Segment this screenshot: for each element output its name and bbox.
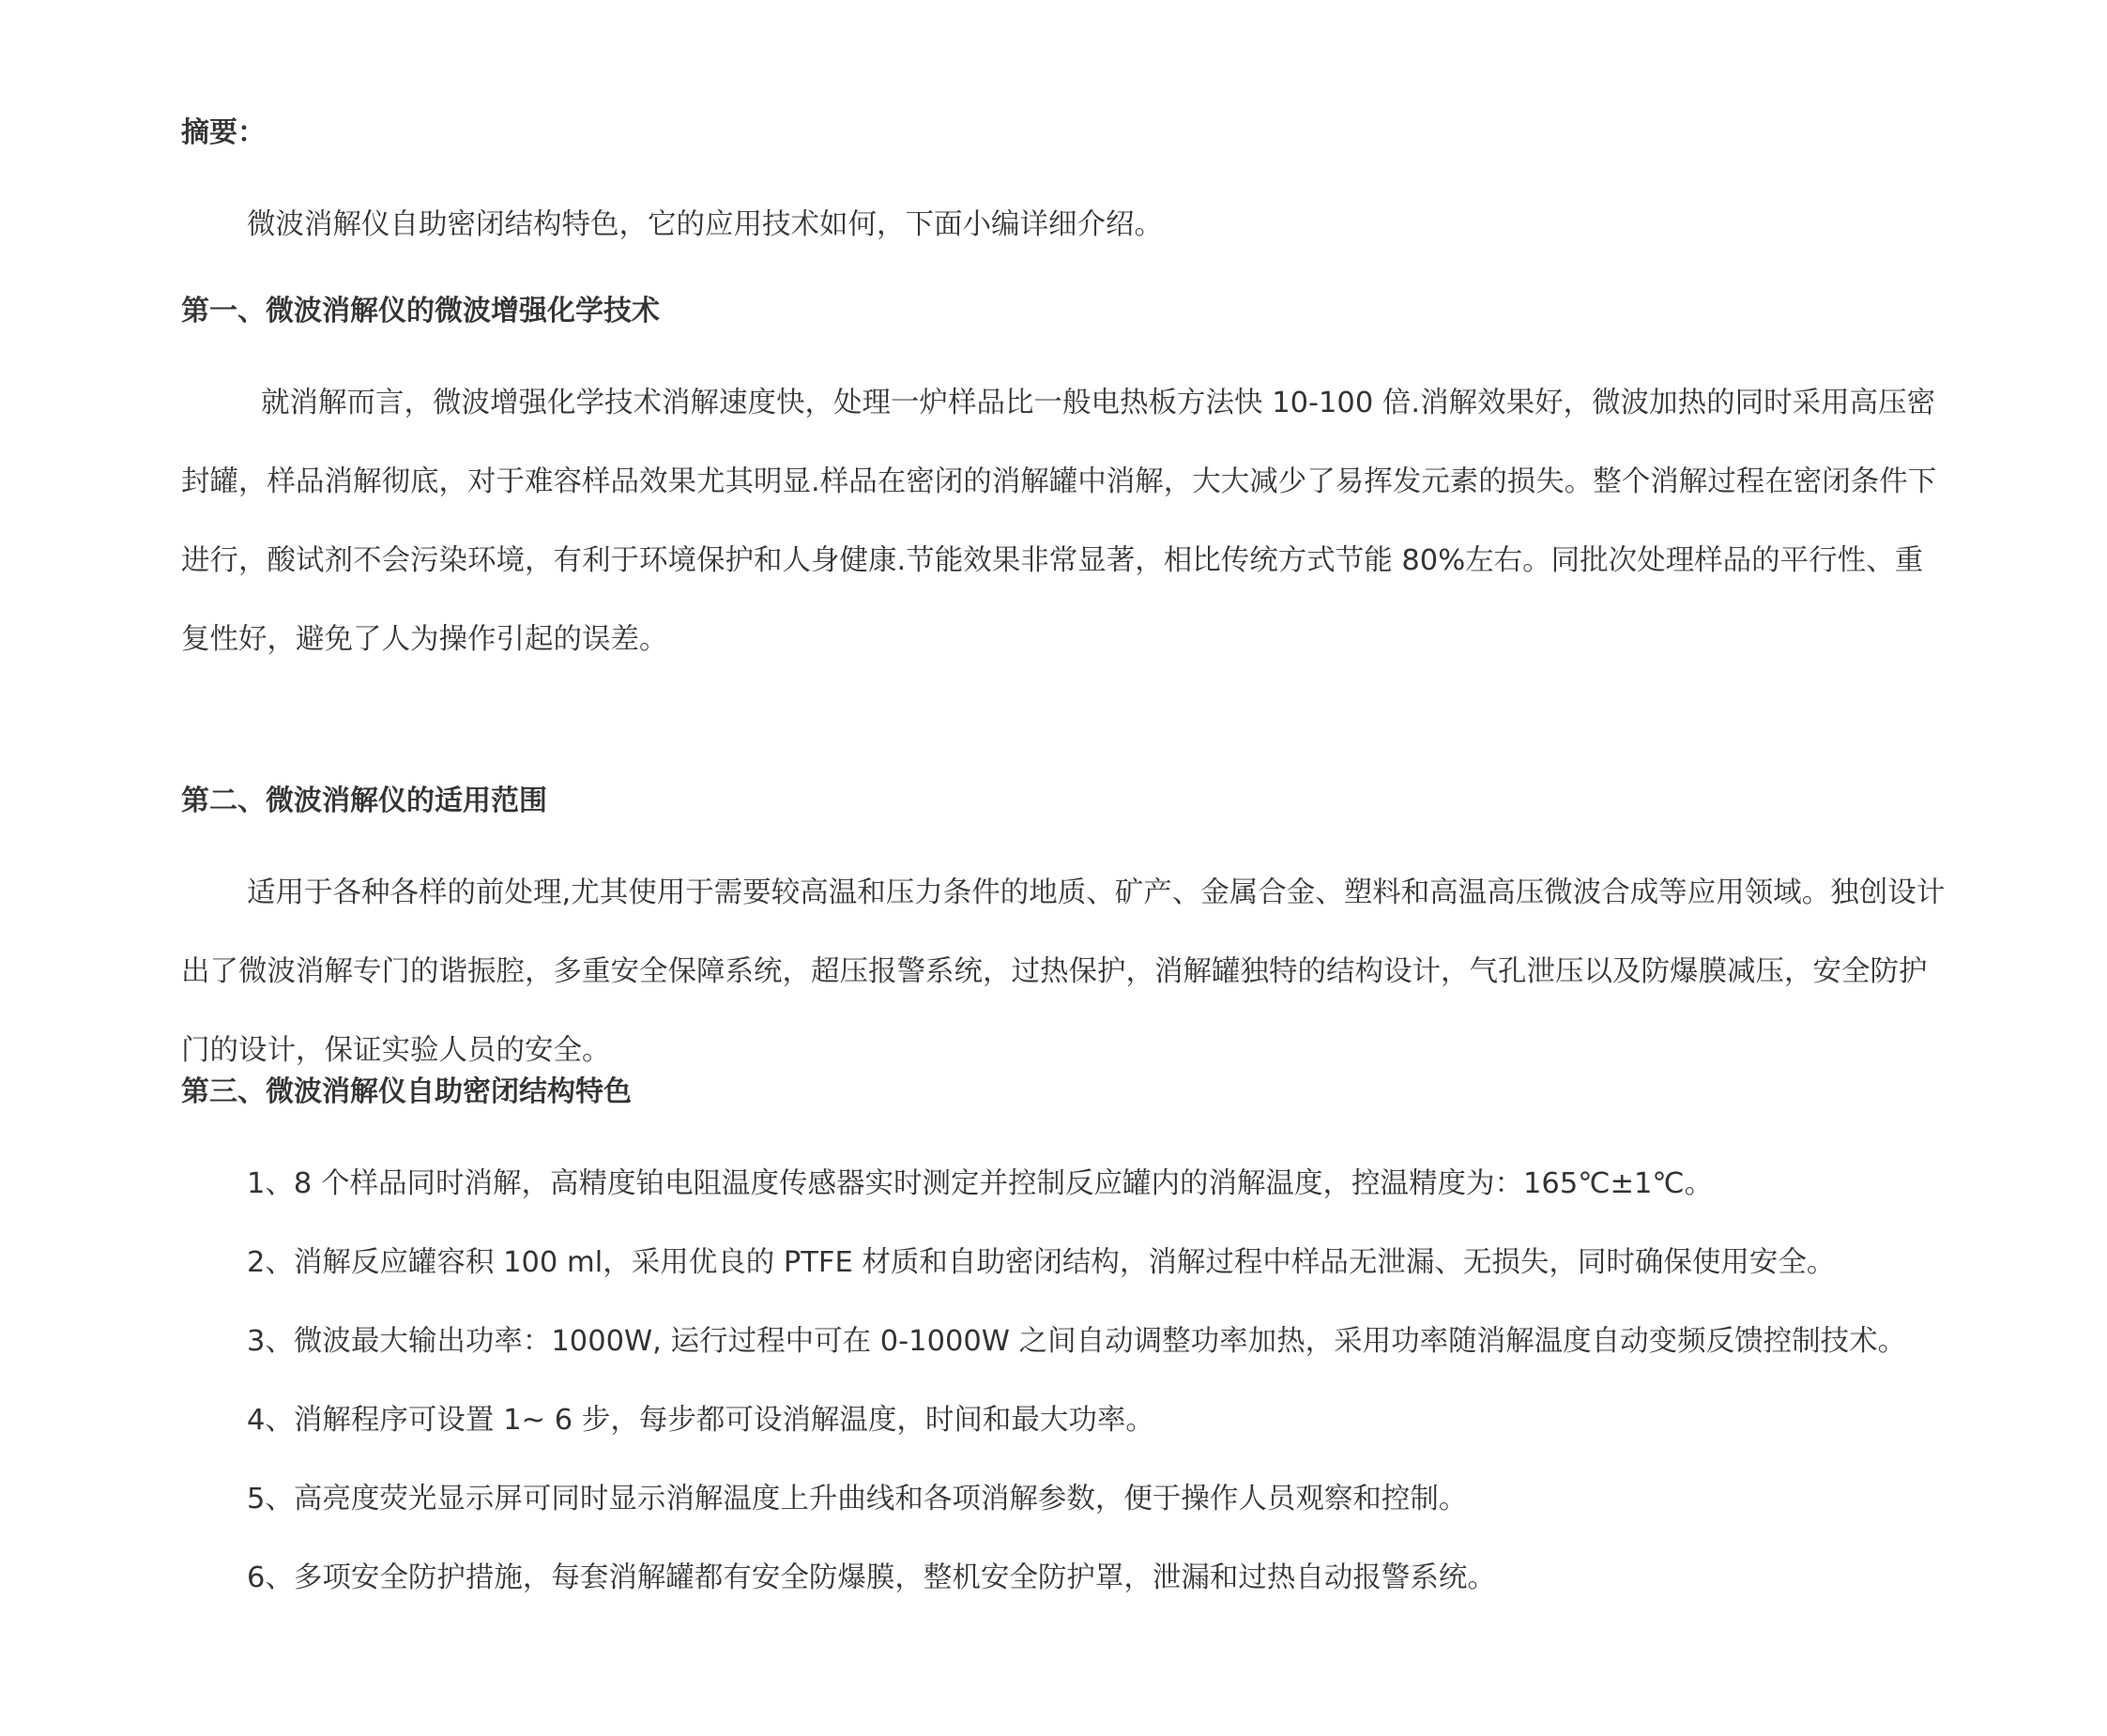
section-2-paragraph: 适用于各种各样的前处理,尤其使用于需要较高温和压力条件的地质、矿产、金属合金、塑料和高温高压微波合成等应用领域。独创设计出了微波消解专门的谐振腔，多重安全保障系统，超压报警系统，过热保护，消解罐独特的结构设计，气孔泄压以及防爆膜减压，安全防护门的设计，保证实验人员的安全。	[181, 876, 1946, 1067]
feature-item-3: 3、微波最大输出功率：1000W, 运行过程中可在 0-1000W 之间自动调整功率加热，采用功率随消解温度自动变频反馈控制技术。	[247, 1325, 1907, 1358]
summary-text: 微波消解仪自助密闭结构特色，它的应用技术如何，下面小编详细介绍。	[247, 208, 1163, 241]
section-heading-3: 第三、微波消解仪自助密闭结构特色	[181, 1075, 632, 1108]
section-spacer	[181, 706, 1946, 781]
section-heading-1: 第一、微波消解仪的微波增强化学技术	[181, 295, 660, 327]
article-body	[181, 113, 1946, 1618]
feature-item-2: 2、消解反应罐容积 100 ml，采用优良的 PTFE 材质和自助密闭结构，消解过程中样品无泄漏、无损失，同时确保使用安全。	[247, 1246, 1836, 1279]
feature-item-4: 4、消解程序可设置 1~ 6 步，每步都可设消解温度，时间和最大功率。	[247, 1404, 1154, 1437]
feature-item-5: 5、高亮度荧光显示屏可同时显示消解温度上升曲线和各项消解参数，便于操作人员观察和控制。	[247, 1483, 1468, 1515]
feature-list	[181, 1145, 1946, 1618]
feature-item-6: 6、多项安全防护措施，每套消解罐都有安全防爆膜，整机安全防护罩，泄漏和过热自动报警系统。	[247, 1561, 1496, 1594]
summary-label: 摘要：	[181, 116, 266, 149]
section-heading-2: 第二、微波消解仪的适用范围	[181, 784, 547, 817]
section-1-paragraph: 就消解而言，微波增强化学技术消解速度快，处理一炉样品比一般电热板方法快 10-100 倍.消解效果好，微波加热的同时采用高压密封罐，样品消解彻底，对于难容样品效果尤其明显.样品在密闭的消解罐中消解，大大减少了易挥发元素的损失。整个消解过程在密闭条件下进行，酸试剂不会污染环境，有利于环境保护和人身健康.节能效果非常显著，相比传统方式节能 80%左右。同批次处理样品的平行性、重复性好，避免了人为操作引起的误差。	[181, 387, 1937, 656]
feature-item-1: 1、8 个样品同时消解，高精度铂电阻温度传感器实时测定并控制反应罐内的消解温度，控温精度为：165℃±1℃。	[247, 1167, 1714, 1200]
